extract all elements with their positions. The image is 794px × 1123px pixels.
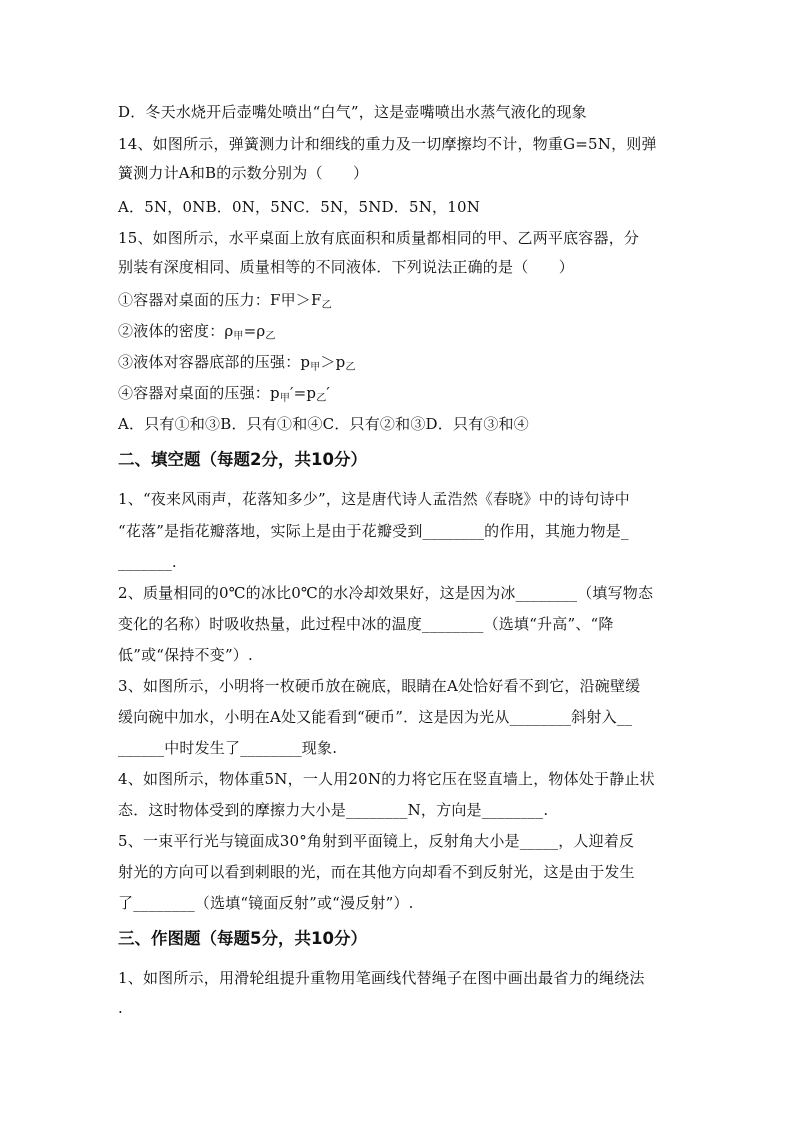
q14-options: A．5N，0NB．0N，5NC．5N，5ND．5N，10N <box>118 198 481 216</box>
fill4-line2: 态．这时物体受到的摩擦力大小是________N，方向是________. <box>118 801 549 819</box>
fill2-line2: 变化的名称）时吸收热量，此过程中冰的温度________（选填“升高”、“降 <box>118 615 614 633</box>
fill3-line3: ______中时发生了________现象. <box>118 739 338 757</box>
q15-options: A．只有①和③B．只有①和④C．只有②和③D．只有③和④ <box>118 415 529 433</box>
q14-stem-line2: 簧测力计A和B的示数分别为（ ） <box>118 164 369 182</box>
q15-stem-line2: 别装有深度相同、质量相等的不同液体．下列说法正确的是（ ） <box>118 258 575 276</box>
q15-statement-2: ②液体的密度：$\rho_甲=\rho_乙$ <box>118 322 276 342</box>
section-2-title: 二、填空题（每题2分，共10分） <box>118 450 367 469</box>
q15-statement-1: ①容器对桌面的压力：F甲$>F_乙$ <box>118 291 332 311</box>
q15-stem-line1: 15、如图所示，水平桌面上放有底面积和质量都相同的甲、乙两平底容器，分 <box>118 229 640 247</box>
q15-statement-3: ③液体对容器底部的压强：$p_甲>p_乙$ <box>118 353 356 373</box>
q14-stem-line1: 14、如图所示，弹簧测力计和细线的重力及一切摩擦均不计，物重G=5N，则弹 <box>118 135 657 153</box>
fill5-line1: 5、一束平行光与镜面成30°角射到平面镜上，反射角大小是_____，人迎着反 <box>118 832 635 850</box>
fill5-line2: 射光的方向可以看到刺眼的光，而在其他方向却看不到反射光，这是由于发生 <box>118 863 635 881</box>
fill2-line1: 2、质量相同的0℃的冰比0℃的水冷却效果好，这是因为冰________（填写物态 <box>118 584 654 602</box>
fill1-line3: _______. <box>118 553 177 571</box>
fill1-line2: “花落”是指花瓣落地，实际上是由于花瓣受到________的作用，其施力物是_ <box>118 522 629 540</box>
fill5-line3: 了________（选填“镜面反射”或“漫反射”）. <box>118 894 414 912</box>
q13-option-d: D．冬天水烧开后壶嘴处喷出“白气”，这是壶嘴喷出水蒸气液化的现象 <box>118 103 587 121</box>
q15-statement-4: ④容器对桌面的压强：$p_甲'=p_乙'$ <box>118 384 331 404</box>
fill3-line1: 3、如图所示，小明将一枚硬币放在碗底，眼睛在A处恰好看不到它，沿碗壁缓 <box>118 677 641 695</box>
fill4-line1: 4、如图所示，物体重5N，一人用20N的力将它压在竖直墙上，物体处于静止状 <box>118 770 655 788</box>
section-3-title: 三、作图题（每题5分，共10分） <box>118 929 367 948</box>
fill2-line3: 低”或“保持不变”）. <box>118 646 253 664</box>
fill1-line1: 1、“夜来风雨声，花落知多少”，这是唐代诗人孟浩然《春晓》中的诗句诗中 <box>118 490 630 508</box>
draw1-line2: . <box>118 999 123 1017</box>
fill3-line2: 缓向碗中加水，小明在A处又能看到“硬币”．这是因为光从________斜射入__ <box>118 708 633 726</box>
draw1-line1: 1、如图所示，用滑轮组提升重物用笔画线代替绳子在图中画出最省力的绳绕法 <box>118 969 645 987</box>
